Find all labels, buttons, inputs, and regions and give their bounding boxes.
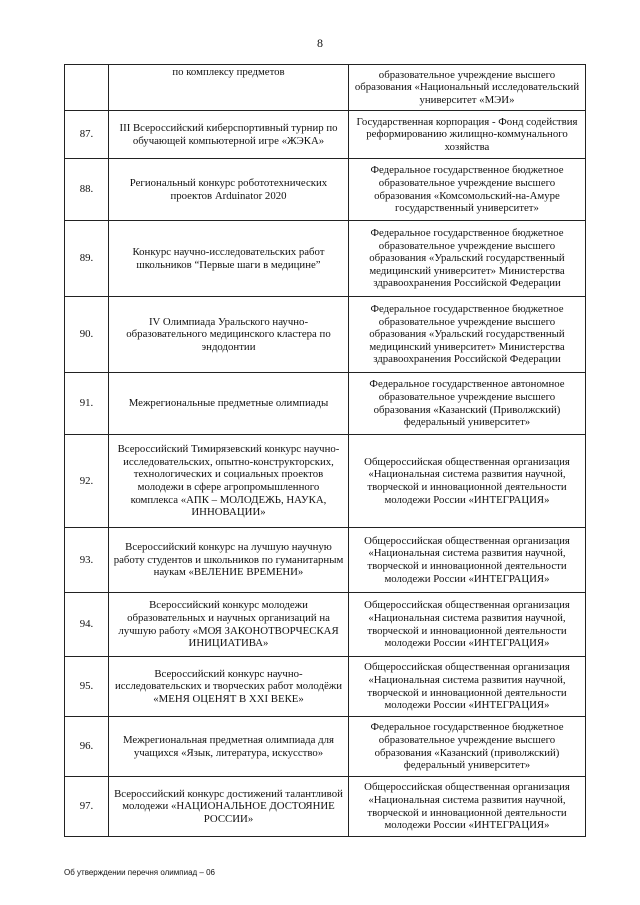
olympiad-name: Всероссийский конкурс достижений талантливой молодежи «НАЦИОНАЛЬНОЕ ДОСТОЯНИЕ РОССИИ» bbox=[109, 777, 349, 837]
row-number: 90. bbox=[65, 297, 109, 373]
olympiad-name: IV Олимпиада Уральского научно-образовательного медицинского кластера по эндодонтии bbox=[109, 297, 349, 373]
organizer: Федеральное государственное бюджетное образовательное учреждение высшего образования «Комсомольский-на-Амуре государственный университет» bbox=[349, 159, 586, 221]
table-row bbox=[65, 373, 586, 435]
organizer: Федеральное государственное бюджетное образовательное учреждение высшего образования «Казанский (приволжский) федеральный университет» bbox=[349, 717, 586, 777]
olympiad-name: Всероссийский конкурс на лучшую научную работу студентов и школьников по гуманитарным наукам «ВЕЛЕНИЕ ВРЕМЕНИ» bbox=[109, 528, 349, 593]
table-row bbox=[65, 221, 586, 297]
row-number: 95. bbox=[65, 657, 109, 717]
olympiad-name: III Всероссийский киберспортивный турнир по обучающей компьютерной игре «ЖЭКА» bbox=[109, 111, 349, 159]
table-row bbox=[65, 593, 586, 657]
olympiad-name: Всероссийский конкурс научно-исследовательских и творческих работ молодёжи «МЕНЯ ОЦЕНЯТ В XXI ВЕКЕ» bbox=[109, 657, 349, 717]
row-number: 87. bbox=[65, 111, 109, 159]
table-row bbox=[65, 657, 586, 717]
row-number: 94. bbox=[65, 593, 109, 657]
organizer: Государственная корпорация - Фонд содействия реформированию жилищно-коммунального хозяйства bbox=[349, 111, 586, 159]
row-number: 97. bbox=[65, 777, 109, 837]
organizer: Федеральное государственное бюджетное образовательное учреждение высшего образования «Уральский государственный медицинский университет» Министерства здравоохранения Российской Федерации bbox=[349, 297, 586, 373]
olympiad-name: Конкурс научно-исследовательских работ школьников “Первые шаги в медицине” bbox=[109, 221, 349, 297]
olympiad-name: по комплексу предметов bbox=[109, 65, 349, 111]
table-row bbox=[65, 159, 586, 221]
organizer: Общероссийская общественная организация «Национальная система развития научной, творческой и инновационной деятельности молодежи России «ИНТЕГРАЦИЯ» bbox=[349, 435, 586, 528]
table-row bbox=[65, 435, 586, 528]
organizer: образовательное учреждение высшего образования «Национальный исследовательский университет «МЭИ» bbox=[349, 65, 586, 111]
olympiad-name: Межрегиональная предметная олимпиада для учащихся «Язык, литература, искусство» bbox=[109, 717, 349, 777]
table-row bbox=[65, 111, 586, 159]
table-row bbox=[65, 717, 586, 777]
organizer: Общероссийская общественная организация «Национальная система развития научной, творческой и инновационной деятельности молодежи России «ИНТЕГРАЦИЯ» bbox=[349, 593, 586, 657]
olympiad-name: Региональный конкурс робототехнических проектов Arduinator 2020 bbox=[109, 159, 349, 221]
table-row bbox=[65, 297, 586, 373]
page-number: 8 bbox=[317, 36, 323, 50]
row-number: 96. bbox=[65, 717, 109, 777]
table-row bbox=[65, 528, 586, 593]
table-row bbox=[65, 777, 586, 837]
organizer: Федеральное государственное автономное образовательное учреждение высшего образования «Казанский (Приволжский) федеральный университет» bbox=[349, 373, 586, 435]
table-body bbox=[65, 65, 586, 837]
row-number: 91. bbox=[65, 373, 109, 435]
document-footer: Об утверждении перечня олимпиад – 06 bbox=[64, 868, 215, 877]
row-number: 89. bbox=[65, 221, 109, 297]
table-row bbox=[65, 65, 586, 111]
organizer: Общероссийская общественная организация «Национальная система развития научной, творческой и инновационной деятельности молодежи России «ИНТЕГРАЦИЯ» bbox=[349, 657, 586, 717]
row-number bbox=[65, 65, 109, 111]
row-number: 92. bbox=[65, 435, 109, 528]
organizer: Общероссийская общественная организация «Национальная система развития научной, творческой и инновационной деятельности молодежи России «ИНТЕГРАЦИЯ» bbox=[349, 528, 586, 593]
organizer: Федеральное государственное бюджетное образовательное учреждение высшего образования «Уральский государственный медицинский университет» Министерства здравоохранения Российской Федерации bbox=[349, 221, 586, 297]
olympiad-name: Всероссийский Тимирязевский конкурс научно-исследовательских, опытно-конструкторских, технологических и социальных проектов молодежи в сфере агропромышленного комплекса «АПК – МОЛОДЕЖЬ, НАУКА, ИННОВАЦИИ» bbox=[109, 435, 349, 528]
organizer: Общероссийская общественная организация «Национальная система развития научной, творческой и инновационной деятельности молодежи России «ИНТЕГРАЦИЯ» bbox=[349, 777, 586, 837]
olympiad-name: Всероссийский конкурс молодежи образовательных и научных организаций на лучшую работу «МОЯ ЗАКОНОТВОРЧЕСКАЯ ИНИЦИАТИВА» bbox=[109, 593, 349, 657]
olympiad-name: Межрегиональные предметные олимпиады bbox=[109, 373, 349, 435]
olympiad-table bbox=[64, 64, 586, 837]
row-number: 93. bbox=[65, 528, 109, 593]
row-number: 88. bbox=[65, 159, 109, 221]
